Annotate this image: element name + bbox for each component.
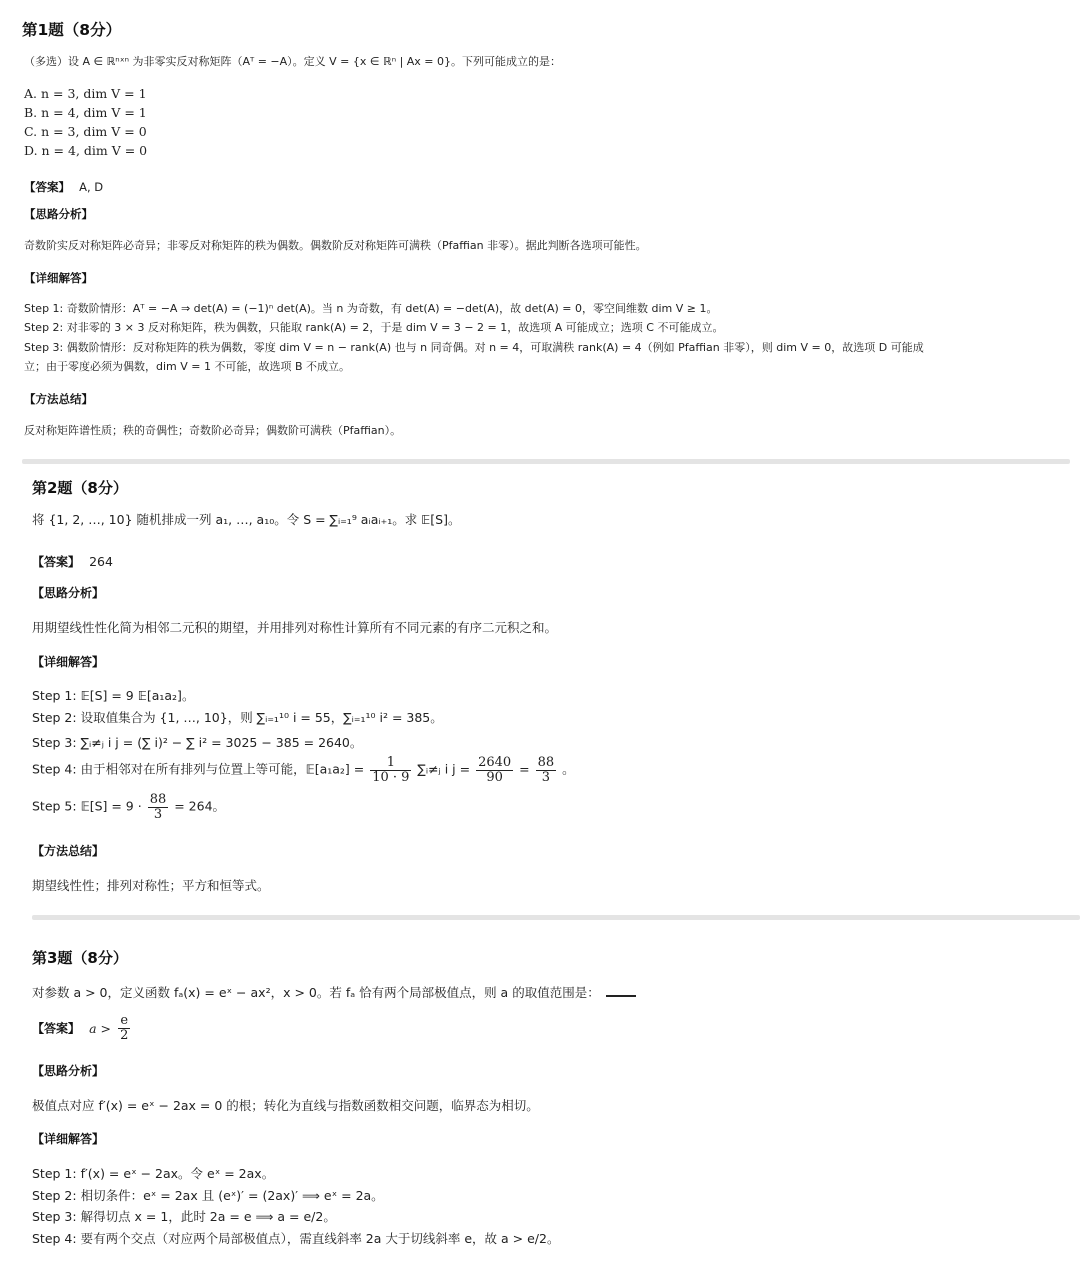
method-heading: 【方法总结】	[32, 844, 105, 858]
fraction	[536, 756, 557, 784]
fraction	[148, 793, 169, 821]
step-4-text: Step 4: 由于相邻对在所有排列与位置上等可能，𝔼[a₁a₂] =	[32, 761, 365, 777]
answer-label: 【答案】	[24, 180, 70, 194]
option-d: D. n = 4, dim V = 0	[24, 143, 148, 158]
question-text: 将 {1, 2, …, 10} 随机排成一列 a₁, …, a₁₀。令 S = ∑ᵢ₌₁⁹ aᵢaᵢ₊₁。求 𝔼[S]。	[32, 512, 461, 527]
answer-value: A, D	[79, 180, 104, 194]
analysis-heading: 【思路分析】	[24, 207, 93, 221]
denominator: 3	[541, 769, 551, 785]
equals-sign: =	[519, 761, 530, 777]
option-c: C. n = 3, dim V = 0	[24, 124, 147, 139]
step-5-end: = 264。	[174, 798, 226, 814]
question-text	[32, 985, 636, 1000]
denominator: 2	[120, 1027, 129, 1043]
step-1: Step 1: 𝔼[S] = 9 𝔼[a₁a₂]。	[32, 688, 195, 703]
question-body: 对参数 a > 0，定义函数 fₐ(x) = eˣ − ax²，x > 0。若 fₐ 恰有两个局部极值点，则 a 的取值范围是：	[32, 985, 600, 1000]
numerator: e	[118, 1014, 130, 1029]
answer-line	[24, 177, 103, 195]
step-5	[32, 793, 225, 821]
analysis-heading: 【思路分析】	[32, 586, 105, 600]
denominator: 10 · 9	[372, 769, 410, 785]
numerator: 88	[149, 792, 167, 807]
step-3: Step 3: 偶数阶情形：反对称矩阵的秩为偶数，零度 dim V = n − rank(A) 也与 n 同奇偶。对 n = 4，可取满秩 rank(A) = 4（例如 Pfaffian 非零），则 dim V = 0，故选项 D 可能成	[24, 341, 924, 354]
numerator: 88	[537, 755, 555, 770]
method-heading: 【方法总结】	[24, 392, 93, 406]
step-3-continued: 立；由于零度必须为偶数，dim V = 1 不可能，故选项 B 不成立。	[24, 360, 351, 373]
option-b: B. n = 4, dim V = 1	[24, 105, 147, 120]
answer-blank	[606, 985, 636, 997]
answer-line	[32, 1014, 132, 1042]
analysis-text: 极值点对应 f′(x) = eˣ − 2ax = 0 的根；转化为直线与指数函数相交问题，临界态为相切。	[32, 1098, 539, 1113]
option-a: A. n = 3, dim V = 1	[24, 86, 147, 101]
question-text: （多选）设 A ∈ ℝⁿˣⁿ 为非零实反对称矩阵（Aᵀ = −A）。定义 V = {x ∈ ℝⁿ | Ax = 0}。下列可能成立的是：	[24, 55, 562, 68]
fraction	[370, 756, 411, 784]
step-3: Step 3: 解得切点 x = 1，此时 2a = e ⟹ a = e/2。	[32, 1209, 336, 1224]
step-3: Step 3: ∑ᵢ≠ⱼ i j = (∑ i)² − ∑ i² = 3025 − 385 = 2640。	[32, 735, 363, 750]
answer-value: a >	[89, 1020, 112, 1036]
method-text: 反对称矩阵谱性质；秩的奇偶性；奇数阶必奇异；偶数阶可满秩（Pfaffian）。	[24, 424, 402, 437]
analysis-text: 用期望线性性化简为相邻二元积的期望，并用排列对称性计算所有不同元素的有序二元积之和。	[32, 620, 558, 635]
step-2: Step 2: 相切条件：eˣ = 2ax 且 (eˣ)′ = (2ax)′ ⟹ eˣ = 2a。	[32, 1188, 384, 1203]
denominator: 90	[486, 769, 503, 785]
answer-label: 【答案】	[32, 555, 81, 569]
step-4: Step 4: 要有两个交点（对应两个局部极值点），需直线斜率 2a 大于切线斜率 e，故 a > e/2。	[32, 1231, 560, 1246]
denominator: 3	[153, 806, 163, 822]
detail-heading: 【详细解答】	[24, 271, 93, 285]
numerator: 1	[370, 756, 411, 771]
step-4-sum: ∑ᵢ≠ⱼ i j =	[417, 761, 471, 777]
step-1: Step 1: f′(x) = eˣ − 2ax。令 eˣ = 2ax。	[32, 1166, 275, 1181]
answer-label: 【答案】	[32, 1021, 81, 1036]
method-text: 期望线性性；排列对称性；平方和恒等式。	[32, 878, 270, 893]
step-2: Step 2: 对非零的 3 × 3 反对称矩阵，秩为偶数，只能取 rank(A) = 2，于是 dim V = 3 − 2 = 1，故选项 A 可能成立；选项 C 不可能成立。	[24, 321, 724, 334]
question-title: 第3题（8分）	[32, 949, 128, 967]
step-5-text: Step 5: 𝔼[S] = 9 ·	[32, 798, 142, 814]
detail-heading: 【详细解答】	[32, 655, 105, 669]
section-divider	[22, 459, 1070, 464]
detail-heading: 【详细解答】	[32, 1132, 105, 1146]
question-title: 第2题（8分）	[32, 479, 128, 497]
step-1: Step 1: 奇数阶情形：Aᵀ = −A ⇒ det(A) = (−1)ⁿ det(A)。当 n 为奇数，有 det(A) = −det(A)，故 det(A) = 0，零空间维数 dim V ≥ 1。	[24, 302, 718, 315]
section-divider	[32, 915, 1080, 920]
analysis-text: 奇数阶实反对称矩阵必奇异；非零反对称矩阵的秩为偶数。偶数阶反对称矩阵可满秩（Pfaffian 非零）。据此判断各选项可能性。	[24, 239, 647, 252]
step-4-end: 。	[562, 761, 575, 777]
step-2: Step 2: 设取值集合为 {1, …, 10}，则 ∑ᵢ₌₁¹⁰ i = 55，∑ᵢ₌₁¹⁰ i² = 385。	[32, 710, 443, 725]
fraction	[118, 1014, 130, 1042]
answer-line	[32, 552, 113, 570]
answer-value: 264	[89, 554, 113, 569]
question-title: 第1题（8分）	[22, 21, 122, 39]
analysis-heading: 【思路分析】	[32, 1064, 105, 1078]
fraction	[476, 756, 513, 784]
numerator: 2640	[478, 755, 512, 770]
step-4	[32, 756, 575, 784]
